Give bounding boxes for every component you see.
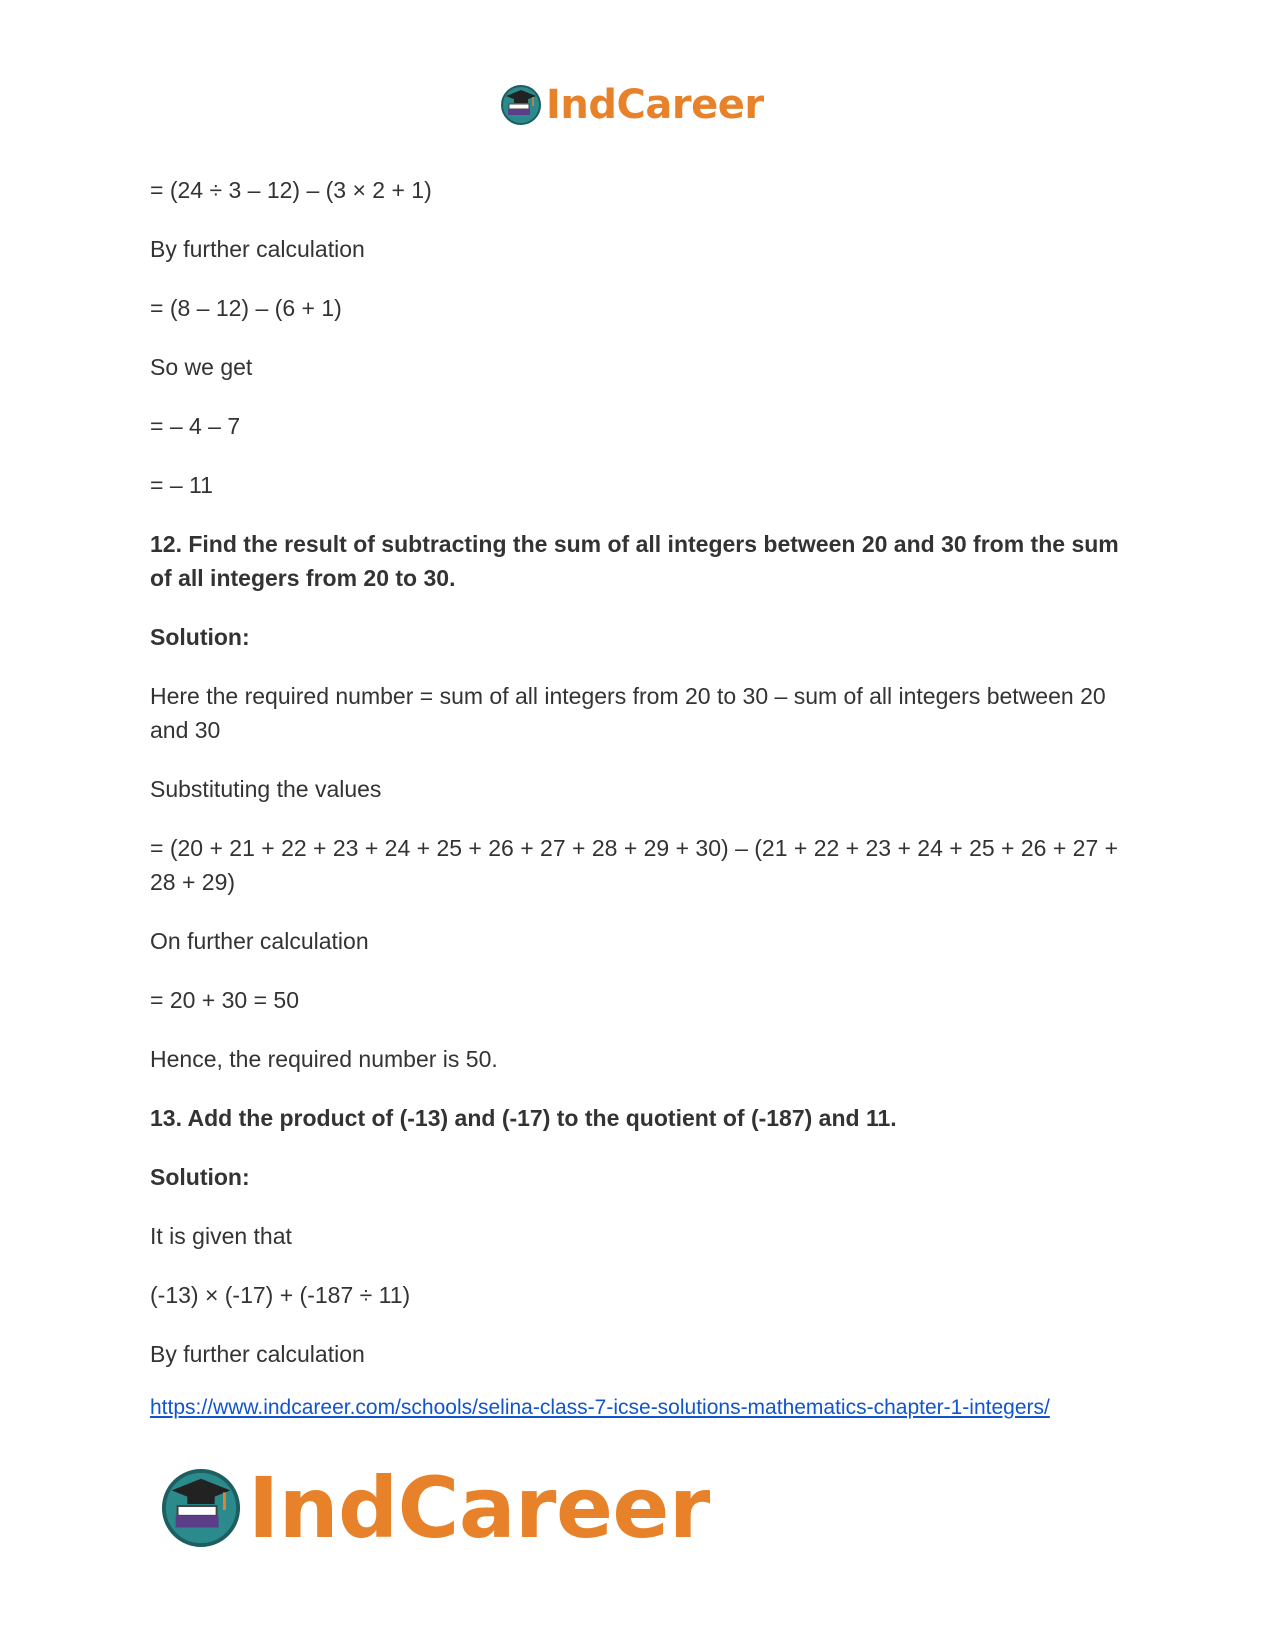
- body-text-line: (-13) × (-17) + (-187 ÷ 11): [150, 1282, 411, 1308]
- body-text-line: So we get: [150, 354, 253, 380]
- body-text-line: = (24 ÷ 3 – 12) – (3 × 2 + 1): [150, 177, 432, 203]
- graduation-cap-globe-icon: [500, 84, 542, 126]
- body-text-line: = (20 + 21 + 22 + 23 + 24 + 25 + 26 + 27 + 28 + 29 + 30) – (21 + 22 + 23 + 24 + 25 + 26 + 27 + 28 + 29): [150, 835, 1119, 895]
- footer-logo-text: IndCareer: [248, 1458, 710, 1557]
- document-body: [150, 173, 1130, 1396]
- question-heading: Solution:: [150, 624, 250, 650]
- body-text-line: By further calculation: [150, 1341, 365, 1367]
- body-text-line: = (8 – 12) – (6 + 1): [150, 295, 342, 321]
- body-text-line: It is given that: [150, 1223, 292, 1249]
- body-text-line: = 20 + 30 = 50: [150, 987, 299, 1013]
- header-logo-text: IndCareer: [546, 82, 764, 128]
- body-text-line: = – 11: [150, 472, 213, 498]
- body-text-line: On further calculation: [150, 928, 369, 954]
- body-text-line: Hence, the required number is 50.: [150, 1046, 498, 1072]
- footer-logo: [160, 1460, 710, 1555]
- body-text-line: Here the required number = sum of all integers from 20 to 30 – sum of all integers between 20 and 30: [150, 683, 1106, 743]
- source-link[interactable]: https://www.indcareer.com/schools/selina-class-7-icse-solutions-mathematics-chapter-1-integers/: [150, 1396, 1050, 1419]
- graduation-cap-globe-icon: [160, 1467, 242, 1549]
- body-text-line: Substituting the values: [150, 776, 382, 802]
- header-logo: [500, 80, 764, 130]
- question-heading: 12. Find the result of subtracting the sum of all integers between 20 and 30 from the sum of all integers from 20 to 30.: [150, 531, 1119, 591]
- question-heading: Solution:: [150, 1164, 250, 1190]
- question-heading: 13. Add the product of (-13) and (-17) to the quotient of (-187) and 11.: [150, 1105, 897, 1131]
- body-text-line: By further calculation: [150, 236, 365, 262]
- body-text-line: = – 4 – 7: [150, 413, 241, 439]
